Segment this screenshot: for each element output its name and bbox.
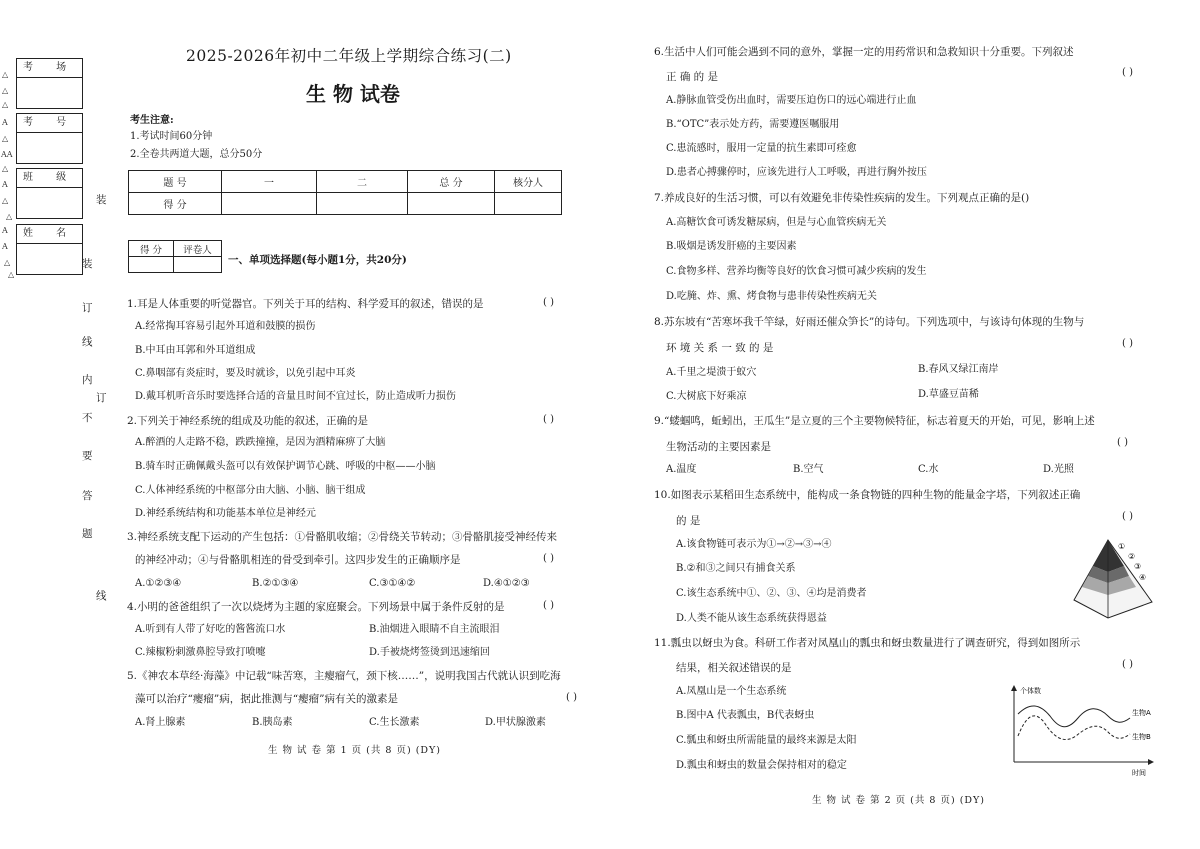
binding-char: 订 xyxy=(82,302,93,314)
graph-x-label: 时间 xyxy=(1132,769,1146,777)
y-axis-arrow xyxy=(1011,685,1017,691)
pyramid-label: ① xyxy=(1118,542,1126,551)
pyramid-label: ② xyxy=(1128,552,1136,561)
score-cell[interactable] xyxy=(222,193,317,215)
notice-line: 1.考试时间60分钟 xyxy=(130,131,213,142)
score-table-header-row xyxy=(129,171,562,193)
binding-char: 线 xyxy=(96,590,107,602)
option: C.水 xyxy=(918,464,939,475)
question-5-cont: 藻可以治疗“瘿瘤”病，据此推测与“瘿瘤”病有关的激素是 xyxy=(135,693,398,705)
binding-char: 答 xyxy=(82,490,93,502)
score-cell: 二 xyxy=(317,171,408,193)
pyramid-label: ④ xyxy=(1139,573,1147,582)
option: D.神经系统结构和功能基本单位是神经元 xyxy=(135,508,316,519)
letter-mark: A xyxy=(2,242,8,251)
triangle-mark: △ xyxy=(2,134,9,143)
triangle-mark: △ xyxy=(6,212,13,221)
score-cell[interactable] xyxy=(495,193,562,215)
option: B.胰岛素 xyxy=(252,717,293,728)
option: C.瓢虫和蚜虫所需能量的最终来源是太阳 xyxy=(676,735,857,746)
answer-paren[interactable]: ( ) xyxy=(1117,437,1128,448)
option: A.温度 xyxy=(666,464,697,475)
question-10-cont: 的 是 xyxy=(676,515,701,527)
option: A.①②③④ xyxy=(135,578,182,589)
option: B.春风又绿江南岸 xyxy=(918,364,999,375)
question-7: 7.养成良好的生活习惯，可以有效避免非传染性疾病的发生。下列观点正确的是() xyxy=(654,192,1030,204)
answer-paren[interactable]: ( ) xyxy=(543,297,554,308)
binding-char: 装 xyxy=(82,258,93,270)
option: D.瓢虫和蚜虫的数量会保持相对的稳定 xyxy=(676,760,847,771)
class-field[interactable] xyxy=(17,188,82,218)
option: C.患流感时，服用一定量的抗生素即可痊愈 xyxy=(666,143,857,154)
triangle-mark: △ xyxy=(2,164,9,173)
letter-mark: AA xyxy=(1,150,13,159)
option: B.中耳由耳郭和外耳道组成 xyxy=(135,345,256,356)
question-6-cont: 正 确 的 是 xyxy=(666,71,719,83)
option: D.草盛豆苗稀 xyxy=(918,389,979,400)
option: A.醉酒的人走路不稳，跌跌撞撞，是因为酒精麻痹了大脑 xyxy=(135,437,386,448)
graph-y-label: 个体数 xyxy=(1020,687,1041,695)
exam-room-field[interactable] xyxy=(17,78,82,108)
grader-cell[interactable] xyxy=(174,257,222,273)
question-3: 3.神经系统支配下运动的产生包括：①骨骼肌收缩；②骨绕关节转动；③骨骼肌接受神经传来 xyxy=(127,531,558,543)
question-10: 10.如图表示某稻田生态系统中，能构成一条食物链的四种生物的能量金字塔，下列叙述正确 xyxy=(654,489,1081,501)
option: B.②①③④ xyxy=(252,578,299,589)
grader-cell[interactable] xyxy=(129,257,174,273)
answer-paren[interactable]: ( ) xyxy=(543,600,554,611)
triangle-mark: △ xyxy=(2,70,9,79)
option: D.人类不能从该生态系统获得恩益 xyxy=(676,613,827,624)
binding-char: 题 xyxy=(82,528,93,540)
option: B.图中A 代表瓢虫，B代表蚜虫 xyxy=(676,710,815,721)
score-cell: 核分人 xyxy=(495,171,562,193)
option: B.吸烟是诱发肝癌的主要因素 xyxy=(666,241,797,252)
score-cell: 题 号 xyxy=(129,171,222,193)
binding-char: 不 xyxy=(82,412,93,424)
exam-title: 2025-2026年初中二年级上学期综合练习(二) xyxy=(186,47,512,65)
option: B.②和③之间只有捕食关系 xyxy=(676,563,796,574)
answer-paren[interactable]: ( ) xyxy=(1122,67,1133,78)
question-1: 1.耳是人体重要的听觉器官。下列关于耳的结构、科学爱耳的叙述，错误的是 xyxy=(127,298,484,310)
question-3-cont: 的神经冲动；④与骨骼肌相连的骨受到牵引。这四步发生的正确顺序是 xyxy=(135,554,461,566)
question-4: 4.小明的爸爸组织了一次以烧烤为主题的家庭聚会。下列场景中属于条件反射的是 xyxy=(127,601,505,613)
score-cell[interactable] xyxy=(408,193,495,215)
question-11: 11.瓢虫以蚜虫为食。科研工作者对凤凰山的瓢虫和蚜虫数量进行了调查研究，得到如图所示 xyxy=(654,637,1081,649)
class-box xyxy=(16,168,83,219)
grader-cell: 得 分 xyxy=(129,241,174,257)
letter-mark: A xyxy=(2,180,8,189)
option: A.静脉血管受伤出血时，需要压迫伤口的远心端进行止血 xyxy=(666,95,917,106)
score-cell: 得 分 xyxy=(129,193,222,215)
page-footer: 生 物 试 卷 第 1 页 (共 8 页) (DY) xyxy=(268,745,441,756)
answer-paren[interactable]: ( ) xyxy=(543,553,554,564)
score-table xyxy=(128,170,562,215)
question-2: 2.下列关于神经系统的组成及功能的叙述，正确的是 xyxy=(127,415,369,427)
class-label: 班 级 xyxy=(17,169,82,188)
answer-paren[interactable]: ( ) xyxy=(543,414,554,425)
option: B.油烟进入眼睛不自主流眼泪 xyxy=(369,624,500,635)
question-9-cont: 生物活动的主要因素是 xyxy=(666,441,771,453)
exam-number-box xyxy=(16,113,83,164)
option: C.食物多样、营养均衡等良好的饮食习惯可减少疾病的发生 xyxy=(666,266,927,277)
binding-char: 装 xyxy=(96,194,107,206)
option: D.手被烧烤签烫到迅速缩回 xyxy=(369,647,490,658)
option: B.骑车时正确佩戴头盔可以有效保护调节心跳、呼吸的中枢——小脑 xyxy=(135,461,436,472)
score-cell: 一 xyxy=(222,171,317,193)
series-b-line xyxy=(1018,716,1130,740)
option: D.戴耳机听音乐时要选择合适的音量且时间不宜过长，防止造成听力损伤 xyxy=(135,391,456,402)
option: C.鼻咽部有炎症时，要及时就诊，以免引起中耳炎 xyxy=(135,368,356,379)
letter-mark: A xyxy=(2,226,8,235)
question-5: 5.《神农本草经·海藻》中记载“味苦寒，主瘿瘤气，颈下核……”，说明我国古代就认识到吃海 xyxy=(127,670,561,682)
option: C.大树底下好乘凉 xyxy=(666,391,747,402)
option: A.该食物链可表示为①→②→③→④ xyxy=(676,539,832,550)
exam-subtitle: 生 物 试卷 xyxy=(306,82,400,106)
notice-title: 考生注意: xyxy=(130,115,174,126)
series-b-label: 生物B xyxy=(1132,733,1151,741)
option: A.经常掏耳容易引起外耳道和鼓膜的损伤 xyxy=(135,321,316,332)
option: A.肾上腺素 xyxy=(135,717,186,728)
exam-number-field[interactable] xyxy=(17,133,82,163)
binding-char: 订 xyxy=(96,392,107,404)
binding-char: 要 xyxy=(82,450,93,462)
exam-number-label: 考 号 xyxy=(17,114,82,133)
option: C.人体神经系统的中枢部分由大脑、小脑、脑干组成 xyxy=(135,485,366,496)
name-field[interactable] xyxy=(17,244,82,274)
score-cell[interactable] xyxy=(317,193,408,215)
option: C.辣椒粉刺激鼻腔导致打喷嚏 xyxy=(135,647,266,658)
x-axis-arrow xyxy=(1148,759,1154,765)
option: D.甲状腺激素 xyxy=(485,717,546,728)
pyramid-label: ③ xyxy=(1134,562,1142,571)
grader-cell: 评卷人 xyxy=(174,241,222,257)
question-9: 9.“蝼蝈鸣，蚯蚓出，王瓜生”是立夏的三个主要物候特征，标志着夏天的开始，可见，影响上述 xyxy=(654,415,1095,427)
score-cell: 总 分 xyxy=(408,171,495,193)
answer-paren[interactable]: ( ) xyxy=(1122,659,1133,670)
option: A.听到有人带了好吃的酱酱流口水 xyxy=(135,624,286,635)
grader-table xyxy=(128,240,222,273)
triangle-mark: △ xyxy=(2,100,9,109)
option: C.该生态系统中①、②、③、④均是消费者 xyxy=(676,588,867,599)
option: D.④①②③ xyxy=(483,578,530,589)
answer-paren[interactable]: ( ) xyxy=(1122,338,1133,349)
question-8-cont: 环 境 关 系 一 致 的 是 xyxy=(666,342,774,354)
name-box xyxy=(16,224,83,275)
option: A.凤凰山是一个生态系统 xyxy=(676,686,787,697)
option: C.生长激素 xyxy=(369,717,420,728)
binding-char: 内 xyxy=(82,374,93,386)
energy-pyramid-figure xyxy=(1068,536,1160,622)
triangle-mark: △ xyxy=(2,86,9,95)
triangle-mark: △ xyxy=(4,258,11,267)
population-graph-figure xyxy=(1004,682,1158,778)
option: A.千里之堤溃于蚁穴 xyxy=(666,367,757,378)
notice-line: 2.全卷共两道大题，总分50分 xyxy=(130,149,263,160)
name-label: 姓 名 xyxy=(17,225,82,244)
page-footer: 生 物 试 卷 第 2 页 (共 8 页) (DY) xyxy=(812,795,985,806)
option: D.光照 xyxy=(1043,464,1074,475)
binding-char: 线 xyxy=(82,336,93,348)
answer-paren[interactable]: ( ) xyxy=(1122,511,1133,522)
triangle-mark: △ xyxy=(8,270,15,279)
exam-room-label: 考 场 xyxy=(17,59,82,78)
option: D.患者心搏骤停时，应该先进行人工呼吸，再进行胸外按压 xyxy=(666,167,927,178)
option: C.③①④② xyxy=(369,578,416,589)
answer-paren[interactable]: ( ) xyxy=(566,692,577,703)
option: B.空气 xyxy=(793,464,824,475)
series-a-label: 生物A xyxy=(1132,709,1151,717)
question-11-cont: 结果，相关叙述错误的是 xyxy=(676,662,792,674)
exam-room-box xyxy=(16,58,83,109)
section-heading: 一、单项选择题(每小题1分，共20分) xyxy=(228,254,407,266)
question-8: 8.苏东坡有“苦寒坏我千竿绿，好雨还催众笋长”的诗句。下列选项中，与该诗句体现的生物与 xyxy=(654,316,1085,328)
option: D.吃腌、炸、熏、烤食物与患非传染性疾病无关 xyxy=(666,291,877,302)
option: A.高糖饮食可诱发糖尿病，但是与心血管疾病无关 xyxy=(666,217,887,228)
letter-mark: A xyxy=(2,118,8,127)
option: B.“OTC”表示处方药，需要遵医嘱服用 xyxy=(666,119,840,130)
question-6: 6.生活中人们可能会遇到不同的意外，掌握一定的用药常识和急救知识十分重要。下列叙述 xyxy=(654,46,1074,58)
score-table-row xyxy=(129,193,562,215)
triangle-mark: △ xyxy=(2,196,9,205)
